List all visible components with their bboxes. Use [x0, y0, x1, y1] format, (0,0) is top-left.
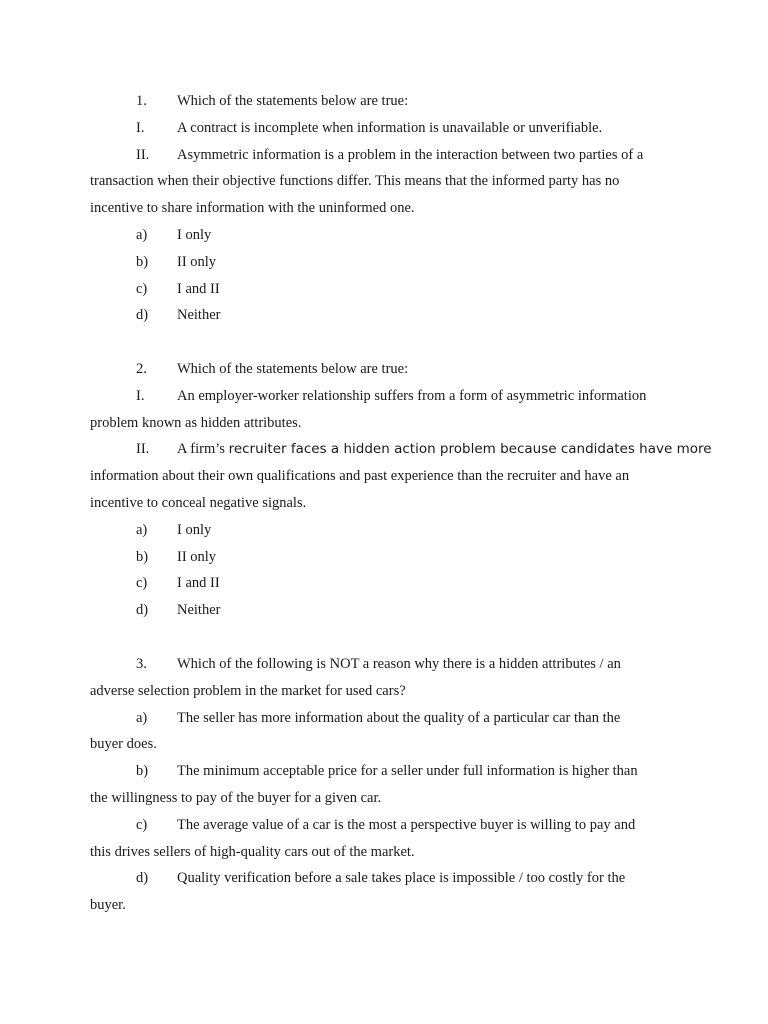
statement-I: [90, 115, 680, 142]
option-text: I and II: [177, 280, 220, 297]
option-d: [90, 597, 680, 624]
question-text: Which of the statements below are true:: [177, 93, 409, 109]
option-text: I and II: [177, 575, 220, 592]
question-stem: [90, 651, 680, 678]
statement-text: [177, 436, 712, 463]
option-c: [90, 276, 680, 303]
option-d: [90, 865, 680, 892]
option-b: [90, 249, 680, 276]
statement-text-serif: A firm’s: [177, 441, 229, 458]
option-label: b): [136, 253, 149, 270]
statement-continuation: problem known as hidden attributes.: [90, 414, 302, 431]
option-label: a): [136, 226, 148, 243]
option-b: [90, 758, 680, 785]
option-label: b): [136, 763, 149, 780]
option-text: Neither: [177, 307, 221, 324]
question-stem: [90, 88, 680, 115]
option-label: b): [136, 548, 149, 565]
question-3: [90, 651, 680, 919]
statement-I: [90, 383, 680, 410]
statement-continuation: transaction when their objective functions differ. This means that the informed party has no: [90, 173, 620, 190]
option-label: a): [136, 521, 148, 538]
question-2: [90, 356, 712, 624]
option-b: [90, 544, 680, 571]
question-text: Which of the following is NOT a reason why there is a hidden attributes / an: [177, 656, 621, 672]
question-number: 2.: [136, 361, 147, 377]
statement-continuation: incentive to conceal negative signals.: [90, 494, 307, 511]
statement-label: I.: [136, 119, 145, 136]
question-number: 1.: [136, 93, 147, 109]
statement-label: II.: [136, 441, 150, 458]
question-stem: [90, 356, 680, 383]
question-number: 3.: [136, 656, 147, 672]
option-text: II only: [177, 253, 217, 270]
option-label: c): [136, 575, 148, 592]
option-label: d): [136, 870, 149, 887]
option-label: d): [136, 602, 149, 619]
option-text: The seller has more information about the quality of a particular car than the: [177, 709, 621, 726]
option-text: Neither: [177, 602, 221, 619]
option-label: c): [136, 816, 148, 833]
statement-text: An employer-worker relationship suffers from a form of asymmetric information: [177, 387, 647, 404]
option-text: The minimum acceptable price for a seller under full information is higher than: [177, 763, 638, 780]
statement-text-sans: recruiter faces a hidden action problem because candidates have more: [228, 441, 712, 458]
statement-continuation: incentive to share information with the uninformed one.: [90, 200, 415, 217]
option-text: I only: [177, 226, 212, 243]
option-continuation: buyer does.: [90, 736, 157, 753]
statement-label: II.: [136, 146, 150, 163]
question-text-continuation: adverse selection problem in the market for used cars?: [90, 682, 406, 699]
option-continuation: the willingness to pay of the buyer for a given car.: [90, 789, 382, 806]
option-continuation: buyer.: [90, 897, 126, 914]
question-1: [90, 88, 680, 329]
option-text: Quality verification before a sale takes place is impossible / too costly for the: [177, 870, 626, 887]
option-c: [90, 812, 680, 839]
statement-text: Asymmetric information is a problem in the interaction between two parties of a: [177, 146, 644, 163]
option-a: [90, 705, 680, 732]
option-text: The average value of a car is the most a perspective buyer is willing to pay and: [177, 816, 636, 833]
statement-label: I.: [136, 387, 145, 404]
option-d: [90, 302, 680, 329]
option-a: [90, 222, 680, 249]
option-text: II only: [177, 548, 217, 565]
statement-II: [90, 142, 680, 169]
option-text: I only: [177, 521, 212, 538]
statement-text: A contract is incomplete when information is unavailable or unverifiable.: [177, 119, 603, 136]
option-label: c): [136, 280, 148, 297]
statement-continuation: information about their own qualifications and past experience than the recruiter and have an: [90, 468, 630, 485]
option-c: [90, 570, 680, 597]
option-label: a): [136, 709, 148, 726]
option-continuation: this drives sellers of high-quality cars out of the market.: [90, 843, 415, 860]
statement-II: [90, 436, 712, 463]
option-label: d): [136, 307, 149, 324]
question-text: Which of the statements below are true:: [177, 361, 409, 377]
option-a: [90, 517, 680, 544]
